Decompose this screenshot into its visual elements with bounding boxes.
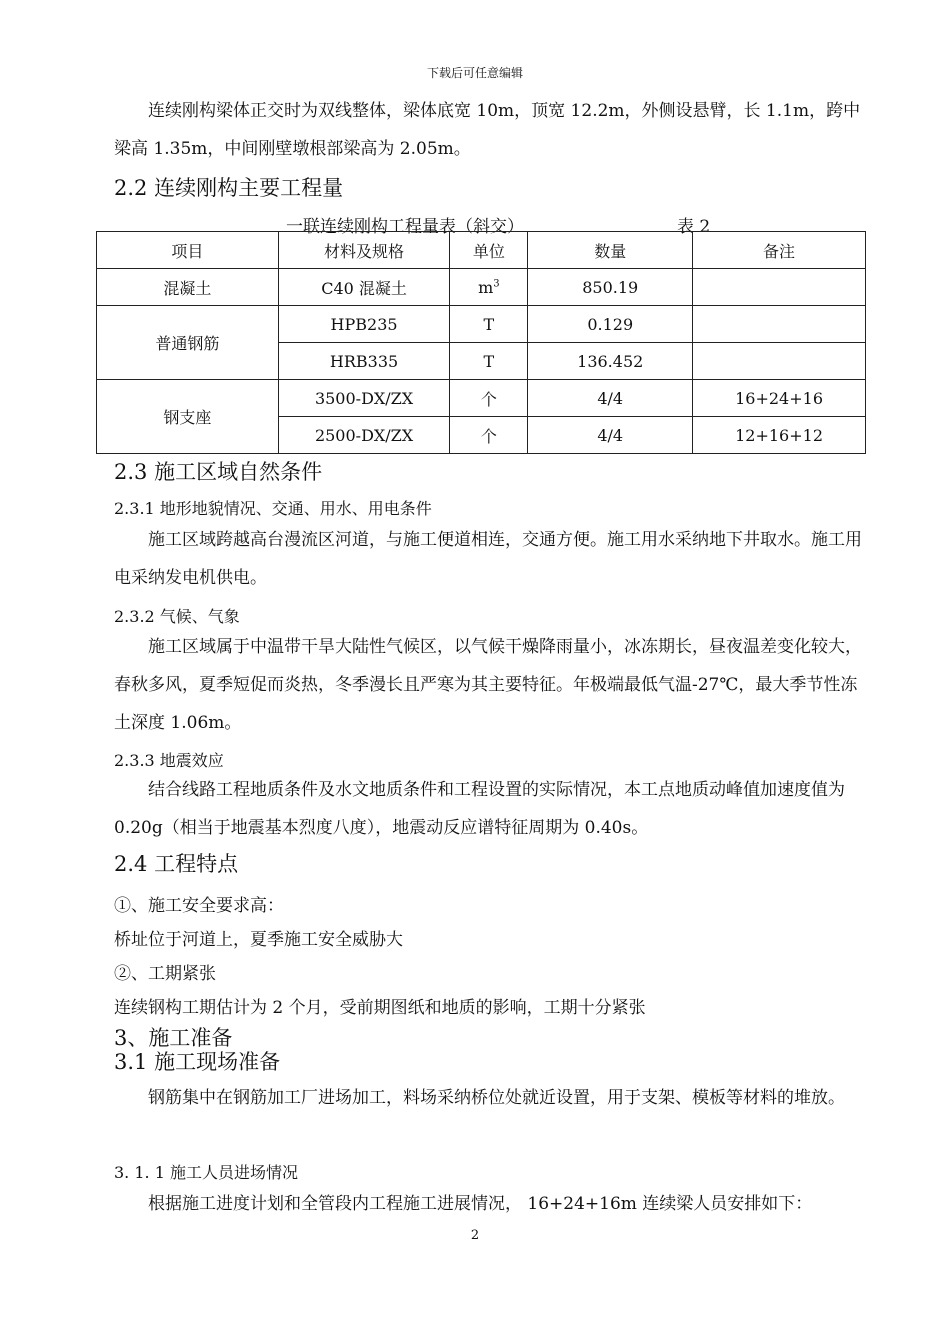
unit-cell: 个 [450, 417, 528, 454]
heading-2-4: 2.4 工程特点 [114, 852, 239, 876]
page-header: 下载后可任意编辑 [426, 66, 523, 80]
header-cell: 数量 [528, 232, 693, 269]
item-cell: 混凝土 [97, 269, 279, 306]
paragraph-seismic: 结合线路工程地质条件及水文地质条件和工程设置的实际情况，本工点地质动峰值加速度值为 0.20g（相当于地震基本烈度八度），地震动反应谱特征周期为 0.40s。 [114, 780, 845, 838]
table-row [97, 306, 866, 343]
heading-2-3-3: 2.3.3 地震效应 [114, 751, 224, 770]
unit-text: m [478, 277, 494, 297]
heading-3-1: 3.1 施工现场准备 [114, 1050, 281, 1074]
feature-item-1-text: 桥址位于河道上，夏季施工安全威胁大 [114, 930, 403, 950]
paragraph-staffing: 根据施工进度计划和全管段内工程施工进展情况， 16+24+16m 连续梁人员安排如下： [148, 1194, 813, 1214]
feature-item-2-text: 连续钢构工期估计为 2 个月，受前期图纸和地质的影响，工期十分紧张 [114, 998, 646, 1018]
unit-superscript: 3 [493, 278, 500, 290]
qty-cell: 4/4 [528, 380, 693, 417]
quantity-table [96, 231, 866, 454]
note-cell [693, 269, 866, 306]
qty-cell: 4/4 [528, 417, 693, 454]
table-row [97, 380, 866, 417]
heading-3: 3、施工准备 [114, 1026, 233, 1050]
unit-cell [450, 269, 528, 306]
table-row [97, 269, 866, 306]
unit-cell: 个 [450, 380, 528, 417]
table-caption: 一联连续刚构工程量表（斜交） [286, 217, 524, 237]
paragraph-girder-description: 连续刚构梁体正交时为双线整体，梁体底宽 10m，顶宽 12.2m，外侧设悬臂，长 1.1m，跨中梁高 1.35m，中间刚壁墩根部梁高为 2.05m。 [114, 101, 861, 159]
spec-cell: HRB335 [278, 343, 450, 380]
heading-2-3: 2.3 施工区域自然条件 [114, 460, 323, 484]
table-label: 表 2 [677, 217, 711, 237]
feature-item-1: ①、施工安全要求高： [114, 896, 284, 916]
page-number: 2 [470, 1228, 480, 1243]
spec-cell: 2500-DX/ZX [278, 417, 450, 454]
item-cell: 普通钢筋 [97, 306, 279, 380]
header-cell: 备注 [693, 232, 866, 269]
spec-cell: 3500-DX/ZX [278, 380, 450, 417]
heading-2-3-1: 2.3.1 地形地貌情况、交通、用水、用电条件 [114, 499, 432, 518]
qty-cell: 0.129 [528, 306, 693, 343]
note-cell: 16+24+16 [693, 380, 866, 417]
paragraph-climate: 施工区域属于中温带干旱大陆性气候区，以气候干燥降雨量小，冰冻期长，昼夜温差变化较大，春秋多风，夏季短促而炎热，冬季漫长且严寒为其主要特征。年极端最低气温-27℃，最大季节性冻土深度 1.06m。 [114, 637, 862, 733]
header-cell: 单位 [450, 232, 528, 269]
unit-cell: T [450, 306, 528, 343]
header-cell: 项目 [97, 232, 279, 269]
heading-3-1-1: 3. 1. 1 施工人员进场情况 [114, 1163, 298, 1182]
paragraph-terrain: 施工区域跨越高台漫流区河道，与施工便道相连，交通方便。施工用水采纳地下井取水。施工用电采纳发电机供电。 [114, 530, 862, 588]
heading-2-3-2: 2.3.2 气候、气象 [114, 607, 240, 626]
spec-cell: HPB235 [278, 306, 450, 343]
qty-cell: 850.19 [528, 269, 693, 306]
paragraph-site-prep: 钢筋集中在钢筋加工厂进场加工，料场采纳桥位处就近设置，用于支架、模板等材料的堆放。 [148, 1088, 845, 1108]
unit-cell: T [450, 343, 528, 380]
note-cell [693, 343, 866, 380]
note-cell: 12+16+12 [693, 417, 866, 454]
header-cell: 材料及规格 [278, 232, 450, 269]
feature-item-2: ②、工期紧张 [114, 964, 216, 984]
qty-cell: 136.452 [528, 343, 693, 380]
spec-cell: C40 混凝土 [278, 269, 450, 306]
item-cell: 钢支座 [97, 380, 279, 454]
heading-2-2: 2.2 连续刚构主要工程量 [114, 176, 344, 200]
note-cell [693, 306, 866, 343]
table-header-row [97, 232, 866, 269]
